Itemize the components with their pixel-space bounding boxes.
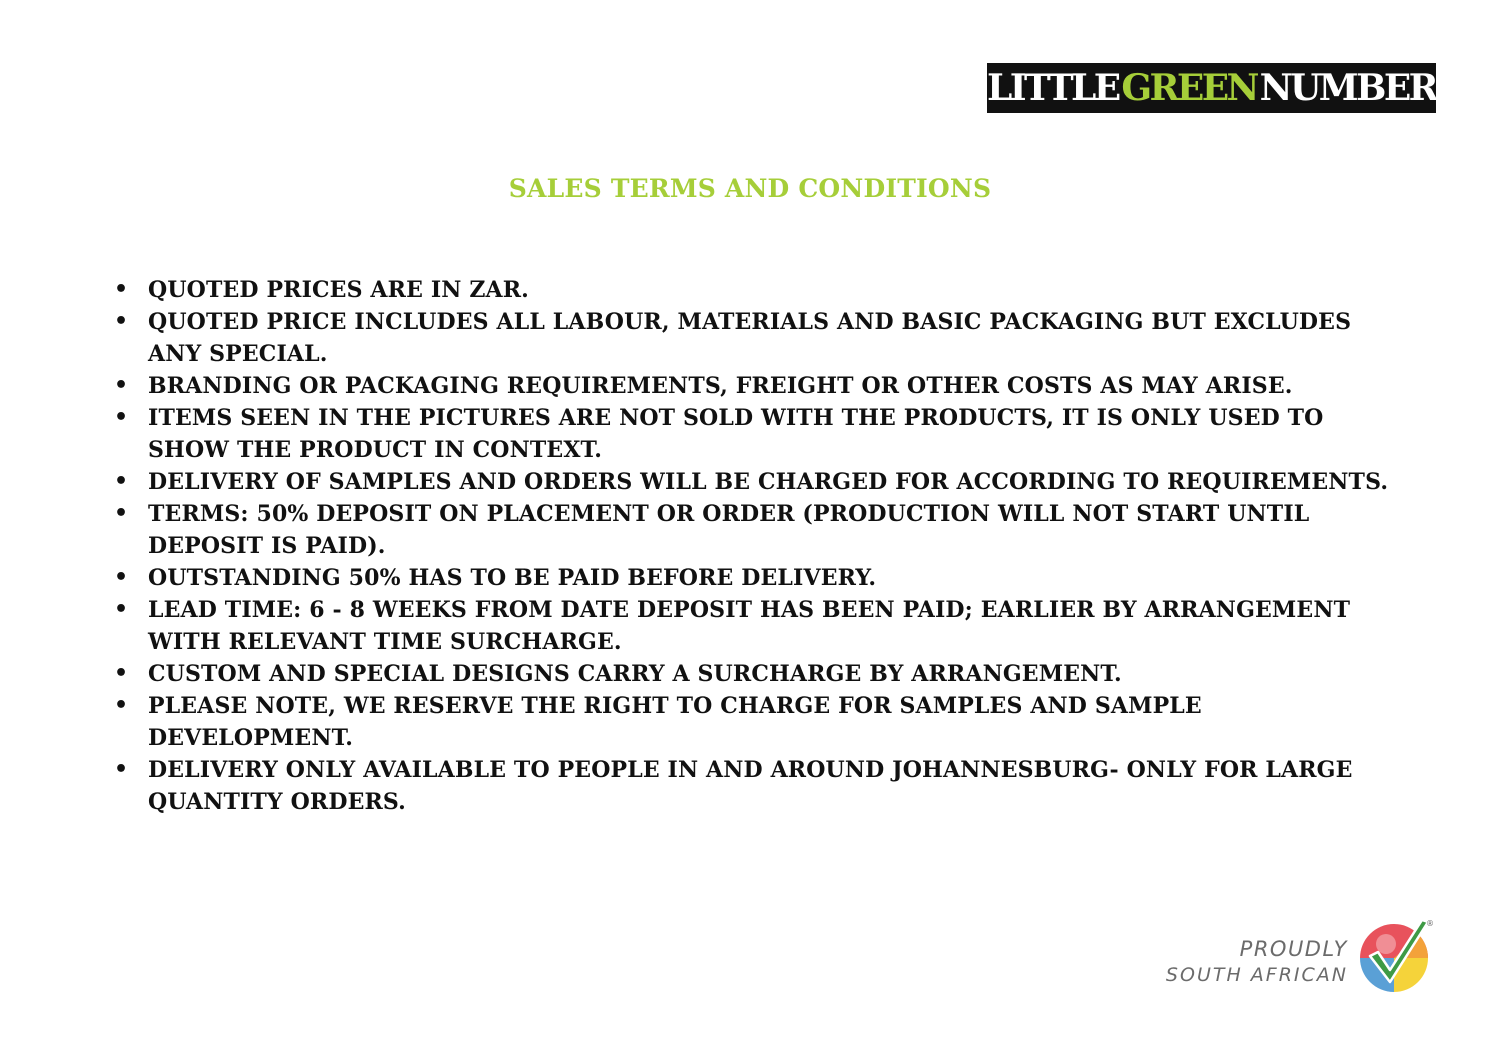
term-text: PLEASE NOTE, WE RESERVE THE RIGHT TO CHARGE FOR SAMPLES AND SAMPLE DEVELOPMENT.: [148, 693, 1202, 751]
term-text: DELIVERY ONLY AVAILABLE TO PEOPLE IN AND AROUND JOHANNESBURG- ONLY FOR LARGE QUANTITY ORDERS.: [148, 757, 1353, 815]
bullet-icon: •: [114, 469, 129, 494]
term-text: QUOTED PRICE INCLUDES ALL LABOUR, MATERIALS AND BASIC PACKAGING BUT EXCLUDES ANY SPECIAL.: [148, 309, 1352, 367]
term-item: [112, 370, 1412, 402]
psa-line-south-african: SOUTH AFRICAN: [1165, 964, 1348, 986]
term-text: ITEMS SEEN IN THE PICTURES ARE NOT SOLD WITH THE PRODUCTS, IT IS ONLY USED TO SHOW THE PRODUCT IN CONTEXT.: [148, 405, 1324, 463]
term-text: LEAD TIME: 6 - 8 WEEKS FROM DATE DEPOSIT HAS BEEN PAID; EARLIER BY ARRANGEMENT WITH RELEVANT TIME SURCHARGE.: [148, 597, 1351, 655]
bullet-icon: •: [114, 661, 129, 686]
bullet-icon: •: [114, 565, 129, 590]
bullet-icon: •: [114, 693, 129, 718]
term-item: [112, 658, 1412, 690]
term-text: OUTSTANDING 50% HAS TO BE PAID BEFORE DELIVERY.: [148, 565, 877, 591]
term-text: DELIVERY OF SAMPLES AND ORDERS WILL BE CHARGED FOR ACCORDING TO REQUIREMENTS.: [148, 469, 1389, 495]
psa-line-proudly: PROUDLY: [1239, 937, 1348, 961]
term-item: [112, 498, 1412, 562]
term-item: [112, 306, 1412, 370]
bullet-icon: •: [114, 501, 129, 526]
terms-list: [112, 274, 1412, 818]
logo-word-green: GREEN: [1121, 67, 1257, 109]
logo-word-little: LITTLE: [987, 67, 1119, 109]
term-item: [112, 690, 1412, 754]
company-logo: [987, 63, 1436, 113]
term-item: [112, 402, 1412, 466]
bullet-icon: •: [114, 309, 129, 334]
proudly-sa-tick-icon: [1356, 912, 1436, 998]
term-item: [112, 274, 1412, 306]
term-text: BRANDING OR PACKAGING REQUIREMENTS, FREIGHT OR OTHER COSTS AS MAY ARISE.: [148, 373, 1293, 399]
bullet-icon: •: [114, 597, 129, 622]
term-text: QUOTED PRICES ARE IN ZAR.: [148, 277, 529, 303]
bullet-icon: •: [114, 757, 129, 782]
term-item: [112, 466, 1412, 498]
term-item: [112, 594, 1412, 658]
term-text: CUSTOM AND SPECIAL DESIGNS CARRY A SURCHARGE BY ARRANGEMENT.: [148, 661, 1122, 687]
bullet-icon: •: [114, 405, 129, 430]
term-item: [112, 562, 1412, 594]
bullet-icon: •: [114, 373, 129, 398]
term-text: TERMS: 50% DEPOSIT ON PLACEMENT OR ORDER (PRODUCTION WILL NOT START UNTIL DEPOSIT IS PAID).: [148, 501, 1310, 559]
page-title: SALES TERMS AND CONDITIONS: [508, 174, 992, 203]
term-item: [112, 754, 1412, 818]
logo-word-number: NUMBER: [1259, 67, 1436, 109]
registered-mark: ®: [1426, 919, 1434, 928]
proudly-south-african-badge: [1160, 910, 1440, 1000]
bullet-icon: •: [114, 277, 129, 302]
